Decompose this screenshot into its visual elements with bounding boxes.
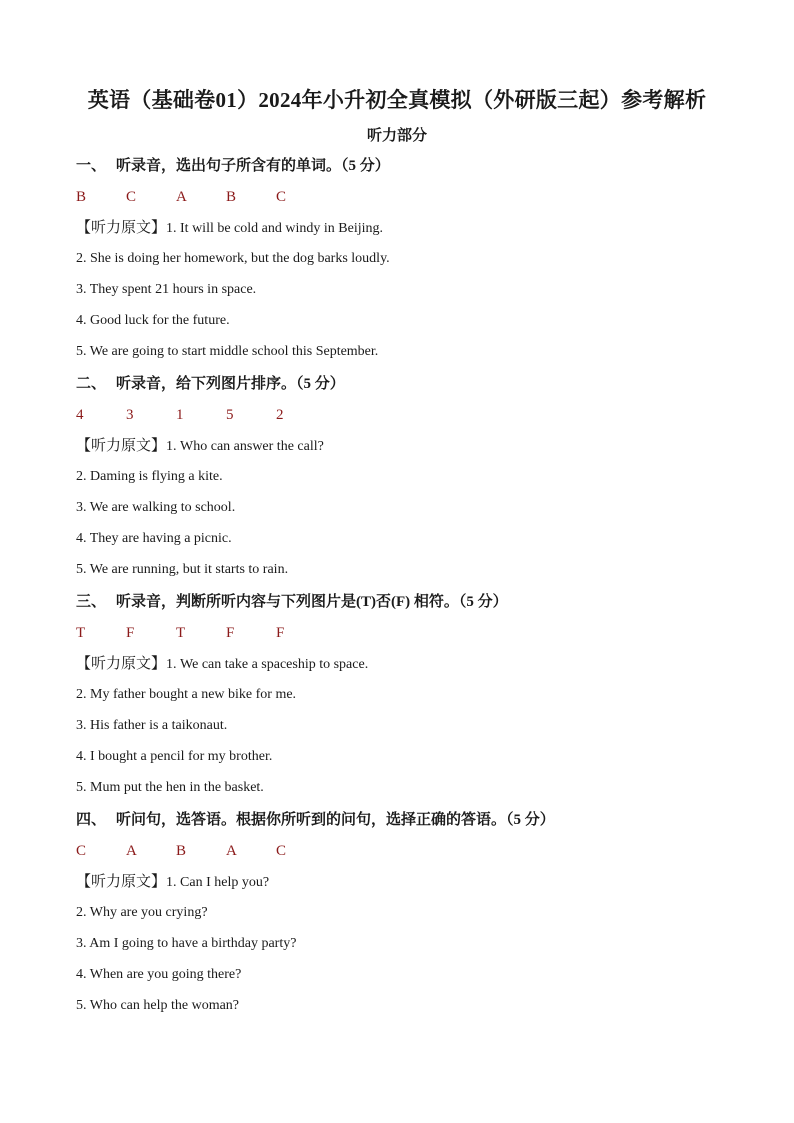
transcript-line: 5. We are going to start middle school this September.: [76, 344, 379, 359]
transcript-line: 3. They spent 21 hours in space.: [76, 282, 257, 297]
section-heading: [76, 155, 756, 186]
answer: C: [76, 843, 87, 859]
transcript-line: [76, 653, 756, 684]
answer: T: [76, 625, 86, 641]
section-2: [76, 373, 756, 590]
answer: B: [226, 189, 237, 205]
transcript-line: [76, 217, 756, 248]
section-heading: [76, 373, 756, 404]
answer: A: [126, 843, 137, 859]
transcript-line: 2. Why are you crying?: [76, 905, 208, 920]
transcript-line: 3. His father is a taikonaut.: [76, 718, 228, 733]
transcript-line: 4. When are you going there?: [76, 967, 242, 982]
answer-key: [76, 840, 756, 871]
answer: F: [226, 625, 235, 641]
answer: F: [276, 625, 285, 641]
answer: 4: [76, 407, 84, 423]
answer: 2: [276, 407, 284, 423]
transcript-line: [76, 871, 756, 902]
section-3: [76, 591, 756, 808]
answer: C: [126, 189, 137, 205]
document-title: 英语（基础卷01）2024年小升初全真模拟（外研版三起）参考解析: [87, 88, 707, 112]
transcript-text: 1. We can take a spaceship to space.: [166, 657, 369, 672]
answer: A: [226, 843, 237, 859]
answer: 1: [176, 407, 184, 423]
answer: C: [276, 843, 287, 859]
transcript-line: 4. I bought a pencil for my brother.: [76, 749, 273, 764]
document-subtitle: 听力部分: [366, 128, 427, 144]
section-number: 二、: [76, 376, 107, 392]
answer: C: [276, 189, 287, 205]
section-number: 一、: [76, 158, 107, 174]
transcript-tag: 【听力原文】: [76, 220, 167, 236]
section-title: 听录音，判断所听内容与下列图片是(T)否(F) 相符。（5 分）: [116, 594, 508, 610]
transcript-line: 5. Who can help the woman?: [76, 998, 240, 1013]
answer: B: [76, 189, 87, 205]
section-title: 听录音，选出句子所含有的单词。（5 分）: [116, 158, 390, 174]
transcript-tag: 【听力原文】: [76, 874, 167, 890]
section-4: [76, 809, 756, 1026]
section-heading: [76, 591, 756, 622]
transcript-line: 3. Am I going to have a birthday party?: [76, 936, 297, 951]
answer: F: [126, 625, 135, 641]
transcript-tag: 【听力原文】: [76, 438, 167, 454]
section-title: 听录音，给下列图片排序。（5 分）: [116, 376, 345, 392]
transcript-line: 4. Good luck for the future.: [76, 313, 230, 328]
section-number: 四、: [76, 812, 107, 828]
transcript-line: 2. She is doing her homework, but the dog barks loudly.: [76, 251, 390, 266]
answer-key: [76, 186, 756, 217]
transcript-tag: 【听力原文】: [76, 656, 167, 672]
answer: B: [176, 843, 187, 859]
transcript-line: 2. My father bought a new bike for me.: [76, 687, 297, 702]
section-heading: [76, 809, 756, 840]
answer: 3: [126, 407, 134, 423]
transcript-text: 1. It will be cold and windy in Beijing.: [166, 221, 383, 236]
transcript-text: 1. Can I help you?: [166, 875, 270, 890]
section-1: [76, 155, 756, 372]
section-number: 三、: [76, 594, 107, 610]
section-title: 听问句，选答语。根据你所听到的问句，选择正确的答语。（5 分）: [116, 812, 555, 828]
answer: T: [176, 625, 186, 641]
transcript-line: 4. They are having a picnic.: [76, 531, 232, 546]
transcript-line: 2. Daming is flying a kite.: [76, 469, 223, 484]
answer: 5: [226, 407, 234, 423]
transcript-line: 3. We are walking to school.: [76, 500, 236, 515]
answer-key: [76, 622, 756, 653]
answer-key: [76, 404, 756, 435]
answer: A: [176, 189, 187, 205]
transcript-line: 5. Mum put the hen in the basket.: [76, 780, 264, 795]
transcript-line: [76, 435, 756, 466]
transcript-text: 1. Who can answer the call?: [166, 439, 324, 454]
transcript-line: 5. We are running, but it starts to rain.: [76, 562, 289, 577]
